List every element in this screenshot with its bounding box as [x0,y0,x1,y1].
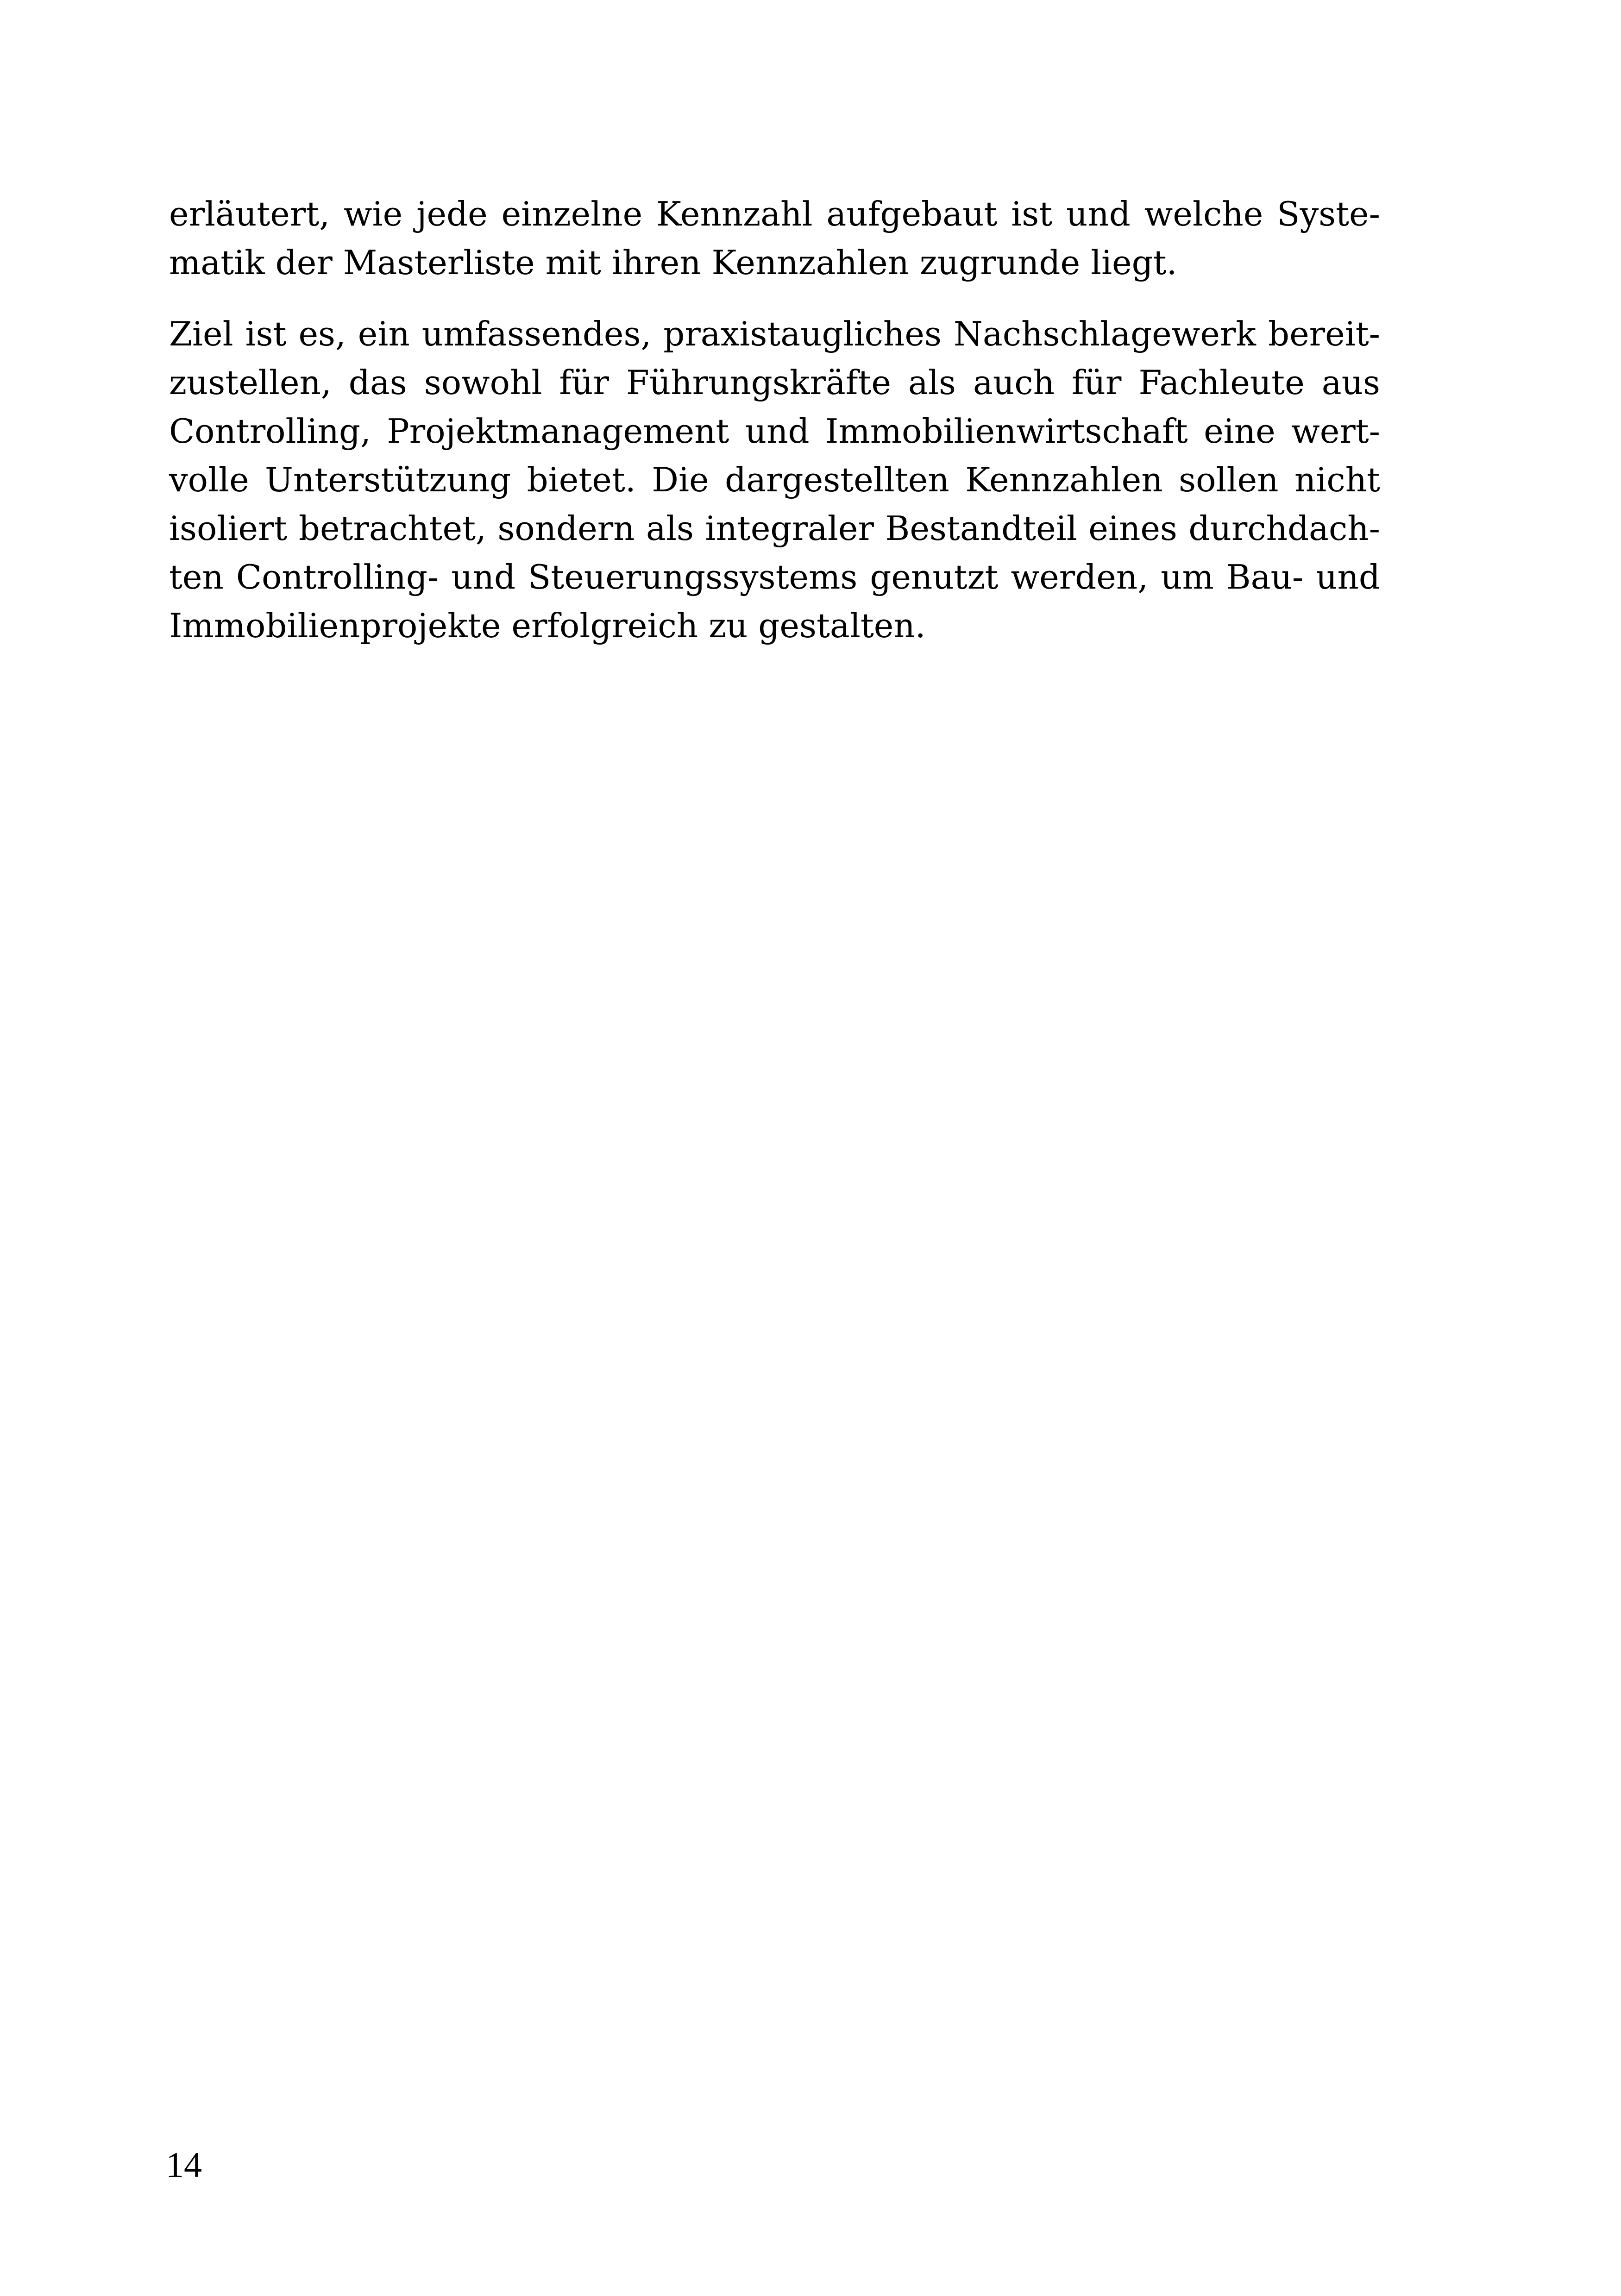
page-number: 14 [166,2145,202,2185]
body-text [169,190,1380,650]
text-line: volle Unterstützung bietet. Die dargestellten Kennzahlen sollen nicht [169,460,1380,499]
text-line: erläutert, wie jede einzelne Kennzahl aufgebaut ist und welche Syste- [169,194,1380,233]
text-line: Ziel ist es, ein umfassendes, praxistaugliches Nachschlagewerk bereit- [169,314,1380,353]
text-line: matik der Masterliste mit ihren Kennzahlen zugrunde liegt. [169,243,1177,282]
text-line: zustellen, das sowohl für Führungskräfte als auch für Fachleute aus [169,363,1380,402]
paragraph-2 [169,310,1380,650]
text-line: Immobilienprojekte erfolgreich zu gestalten. [169,606,926,645]
paragraph-1 [169,190,1380,287]
text-line: ten Controlling- und Steuerungssystems genutzt werden, um Bau- und [169,558,1380,596]
text-line: Controlling, Projektmanagement und Immobilienwirtschaft eine wert- [169,412,1380,451]
text-line: isoliert betrachtet, sondern als integraler Bestandteil eines durchdach- [169,509,1380,548]
